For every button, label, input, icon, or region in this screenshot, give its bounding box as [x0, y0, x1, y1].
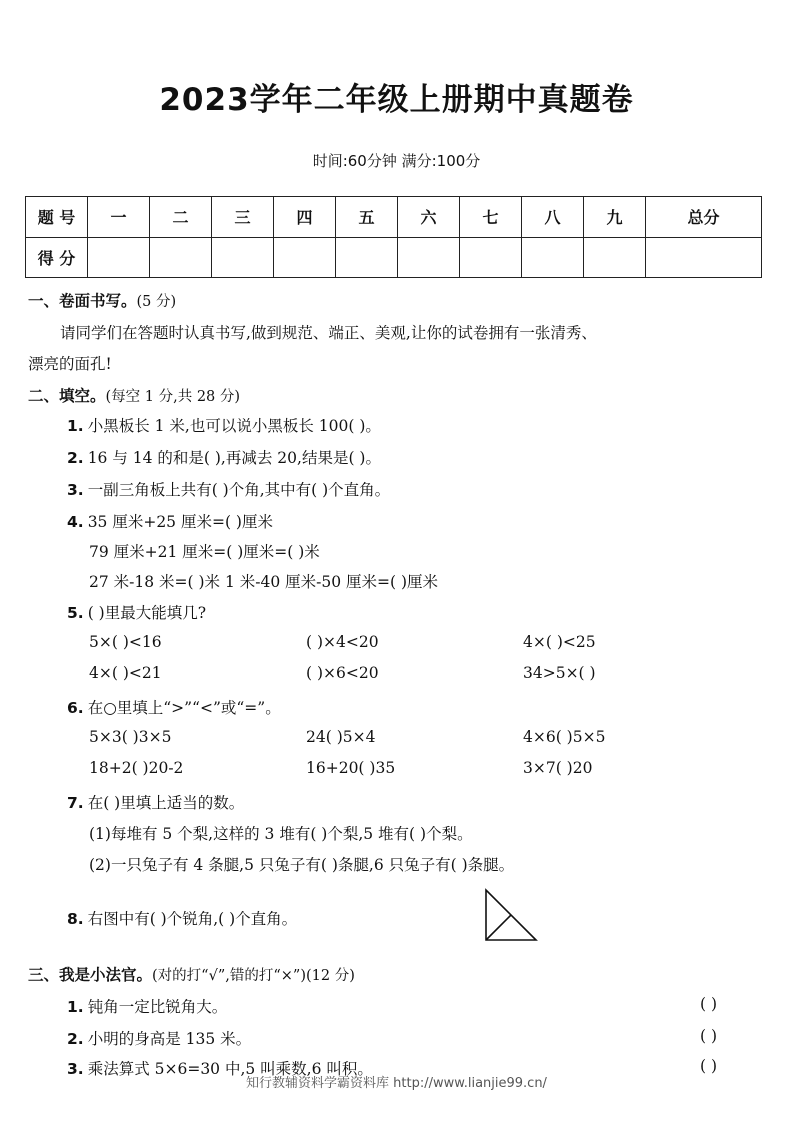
- question-number: 6.: [67, 699, 84, 717]
- exam-info: 时间:60分钟 满分:100分: [312, 152, 481, 170]
- question-number: 1.: [67, 998, 84, 1016]
- question-text: 小黑板长 1 米,也可以说小黑板长 100( )。: [87, 417, 381, 435]
- question-number: 3.: [67, 1060, 84, 1078]
- section1-text-line2: 漂亮的面孔!: [28, 355, 112, 373]
- answer-parentheses[interactable]: ( ): [700, 1027, 718, 1045]
- section2-points: (每空 1 分,共 28 分): [105, 389, 241, 405]
- question-number: 4.: [67, 513, 84, 531]
- question-3-1: [67, 995, 227, 1017]
- section2-title: 二、填空。: [28, 387, 106, 405]
- score-cell[interactable]: [274, 237, 336, 278]
- triangle-figure: [480, 886, 542, 944]
- section3-points: (对的打“√”,错的打“×”)(12 分): [152, 968, 355, 984]
- section3-title: 三、我是小法官。: [28, 966, 153, 984]
- page-title: 2023学年二年级上册期中真题卷: [159, 82, 634, 118]
- section1-text-line1: 请同学们在答题时认真书写,做到规范、端正、美观,让你的试卷拥有一张清秀、: [60, 324, 597, 342]
- score-header-cell: 九: [584, 197, 646, 238]
- question-number: 2.: [67, 1030, 84, 1048]
- score-cell[interactable]: [460, 237, 522, 278]
- question-text: 35 厘米+25 厘米=( )厘米: [87, 513, 273, 531]
- score-cell[interactable]: [212, 237, 274, 278]
- question-2-3: [67, 478, 390, 500]
- score-table: [25, 196, 762, 278]
- score-row-label: 得 分: [26, 237, 88, 278]
- section3-heading: [28, 963, 355, 985]
- score-header-cell: 四: [274, 197, 336, 238]
- q5-item: ( )×4<20: [306, 633, 379, 651]
- question-text: 钝角一定比锐角大。: [87, 998, 228, 1016]
- question-text: 乘法算式 5×6=30 中,5 叫乘数,6 叫积。: [87, 1060, 373, 1078]
- score-cell[interactable]: [522, 237, 584, 278]
- score-header-cell: 一: [88, 197, 150, 238]
- question-2-4-line3: 27 米-18 米=( )米 1 米-40 厘米-50 厘米=( )厘米: [89, 573, 439, 591]
- q6-item: 16+20( )35: [306, 759, 396, 777]
- q7-part2: (2)一只兔子有 4 条腿,5 只兔子有( )条腿,6 只兔子有( )条腿。: [89, 856, 515, 874]
- question-number: 5.: [67, 604, 84, 622]
- question-2-4-line2: 79 厘米+21 厘米=( )厘米=( )米: [89, 543, 320, 561]
- section1-title: 一、卷面书写。: [28, 292, 137, 310]
- question-text: 右图中有( )个锐角,( )个直角。: [87, 910, 298, 928]
- score-cell[interactable]: [398, 237, 460, 278]
- question-2-8: [67, 907, 297, 929]
- q6-item: 24( )5×4: [306, 728, 376, 746]
- question-text: 在○里填上“>”“<”或“=”。: [87, 699, 281, 717]
- q5-item: 4×( )<21: [89, 664, 162, 682]
- score-cell[interactable]: [336, 237, 398, 278]
- question-text: 在( )里填上适当的数。: [87, 794, 245, 812]
- question-number: 2.: [67, 449, 84, 467]
- q6-item: 18+2( )20-2: [89, 759, 184, 777]
- section2-heading: [28, 384, 240, 406]
- question-2-7: [67, 791, 244, 813]
- score-header-cell: 八: [522, 197, 584, 238]
- q6-item: 4×6( )5×5: [523, 728, 606, 746]
- question-3-2: [67, 1027, 251, 1049]
- section1-points: (5 分): [136, 294, 177, 310]
- question-number: 3.: [67, 481, 84, 499]
- question-number: 8.: [67, 910, 84, 928]
- question-text: 16 与 14 的和是( ),再减去 20,结果是( )。: [87, 449, 381, 467]
- q7-part1: (1)每堆有 5 个梨,这样的 3 堆有( )个梨,5 堆有( )个梨。: [89, 825, 473, 843]
- question-text: 小明的身高是 135 米。: [87, 1030, 252, 1048]
- score-header-cell: 二: [150, 197, 212, 238]
- score-header-cell: 六: [398, 197, 460, 238]
- q5-item: ( )×6<20: [306, 664, 379, 682]
- question-2-2: [67, 446, 381, 468]
- question-number: 7.: [67, 794, 84, 812]
- section1-heading: [28, 289, 176, 311]
- score-cell[interactable]: [88, 237, 150, 278]
- score-header-cell: 题 号: [26, 197, 88, 238]
- answer-parentheses[interactable]: ( ): [700, 1057, 718, 1075]
- score-header-cell: 七: [460, 197, 522, 238]
- question-number: 1.: [67, 417, 84, 435]
- q5-item: 4×( )<25: [523, 633, 596, 651]
- question-text: ( )里最大能填几?: [87, 604, 207, 622]
- question-2-6: [67, 696, 281, 718]
- score-cell[interactable]: [584, 237, 646, 278]
- score-header-cell: 三: [212, 197, 274, 238]
- score-table-header-row: [26, 197, 762, 238]
- score-cell[interactable]: [646, 237, 762, 278]
- score-cell[interactable]: [150, 237, 212, 278]
- question-2-5: [67, 601, 206, 623]
- footer-watermark: 知行教辅资料学霸资料库 http://www.lianjie99.cn/: [246, 1076, 547, 1091]
- q6-item: 3×7( )20: [523, 759, 593, 777]
- score-header-cell: 总分: [646, 197, 762, 238]
- q6-item: 5×3( )3×5: [89, 728, 172, 746]
- q5-item: 5×( )<16: [89, 633, 162, 651]
- question-text: 一副三角板上共有( )个角,其中有( )个直角。: [87, 481, 391, 499]
- score-table-score-row: [26, 237, 762, 278]
- answer-parentheses[interactable]: ( ): [700, 995, 718, 1013]
- question-2-4: [67, 510, 273, 532]
- q5-item: 34>5×( ): [523, 664, 596, 682]
- question-2-1: [67, 414, 381, 436]
- score-header-cell: 五: [336, 197, 398, 238]
